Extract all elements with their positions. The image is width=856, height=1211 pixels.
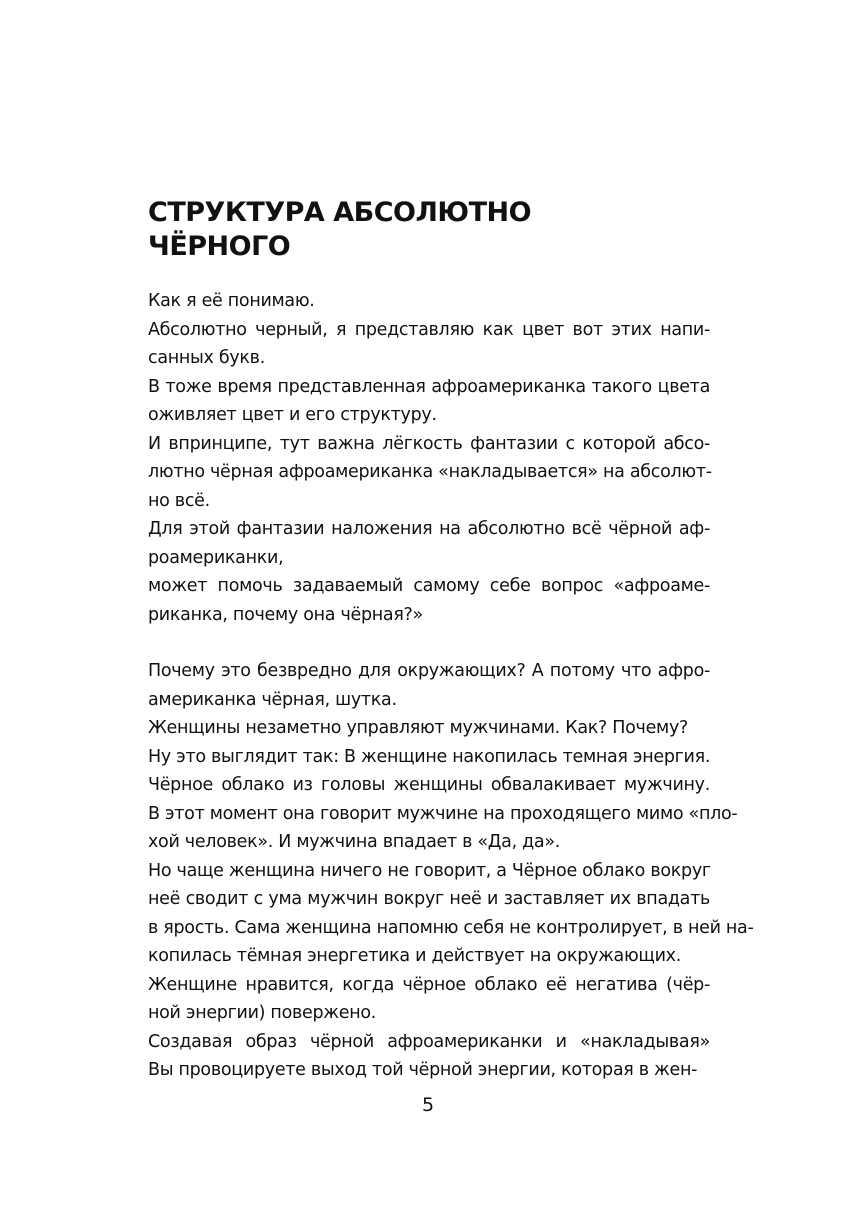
paragraph	[116, 714, 710, 743]
text-line: копилась тёмная энергетика и действует на окружающих.	[148, 946, 681, 966]
text-line: Как я её понимаю.	[148, 291, 315, 311]
paragraph	[116, 316, 710, 373]
text-line: И впринципе, тут важна лёгкость фантазии с которой абсо-	[148, 433, 710, 454]
chapter-title	[148, 196, 748, 264]
chapter-title-line-2: ЧЁРНОГО	[148, 231, 291, 262]
paragraph	[116, 515, 710, 572]
text-line: Ну это выглядит так: В женщине накопилась темная энергия.	[148, 746, 711, 767]
page-number: 5	[421, 1094, 435, 1116]
text-line: Женщины незаметно управляют мужчинами. Как? Почему?	[148, 718, 688, 738]
text-line: Для этой фантазии наложения на абсолютно всё чёрной аф-	[148, 519, 710, 539]
paragraph	[116, 572, 710, 629]
text-line: Абсолютно черный, я представляю как цвет вот этих напи-	[148, 319, 710, 340]
text-line: неё сводит с ума мужчин вокруг неё и заставляет их впадать	[148, 889, 710, 909]
body-text	[116, 287, 754, 1085]
text-line: оживляет цвет и его структуру.	[148, 405, 437, 425]
paragraph	[116, 657, 710, 714]
text-line: может помочь задаваемый самому себе вопрос «афроаме-	[148, 576, 710, 596]
text-line: Почему это безвредно для окружающих? А потому что афро-	[148, 661, 710, 681]
paragraph	[116, 743, 738, 857]
text-line: лютно чёрная афроамериканка «накладывается» на абсолют-	[148, 462, 712, 482]
text-line: хой человек». И мужчина впадает в «Да, да».	[148, 832, 561, 852]
text-line: но всё.	[148, 490, 210, 511]
paragraph	[116, 971, 710, 1028]
text-line: Создавая образ чёрной афроамериканки и «накладывая»	[148, 1031, 710, 1052]
text-line: Но чаще женщина ничего не говорит, а Чёрное облако вокруг	[148, 860, 711, 881]
text-line: Чёрное облако из головы женщины обвалакивает мужчину.	[148, 775, 710, 795]
text-line: Женщине нравится, когда чёрное облако её негатива (чёр-	[148, 974, 710, 995]
paragraph	[116, 857, 754, 971]
text-line: санных букв.	[148, 348, 265, 368]
text-line: роамериканки,	[148, 547, 284, 568]
text-line: американка чёрная, шутка.	[148, 689, 397, 710]
text-line: В тоже время представленная афроамериканка такого цвета	[148, 376, 710, 397]
text-line: В этот момент она говорит мужчине на проходящего мимо «пло-	[148, 803, 738, 824]
chapter-title-line-1: СТРУКТУРА АБСОЛЮТНО	[148, 197, 532, 228]
paragraph	[116, 287, 710, 316]
text-line: в ярость. Сама женщина напомню себя не контролирует, в ней на-	[148, 917, 754, 938]
text-line: Вы провоцируете выход той чёрной энергии, которая в жен-	[148, 1060, 698, 1080]
section-gap	[116, 629, 710, 657]
paragraph	[116, 1028, 710, 1085]
paragraph	[116, 430, 710, 516]
text-line: риканка, почему она чёрная?»	[148, 604, 423, 625]
paragraph	[116, 373, 710, 430]
text-line: ной энергии) повержено.	[148, 1003, 377, 1023]
